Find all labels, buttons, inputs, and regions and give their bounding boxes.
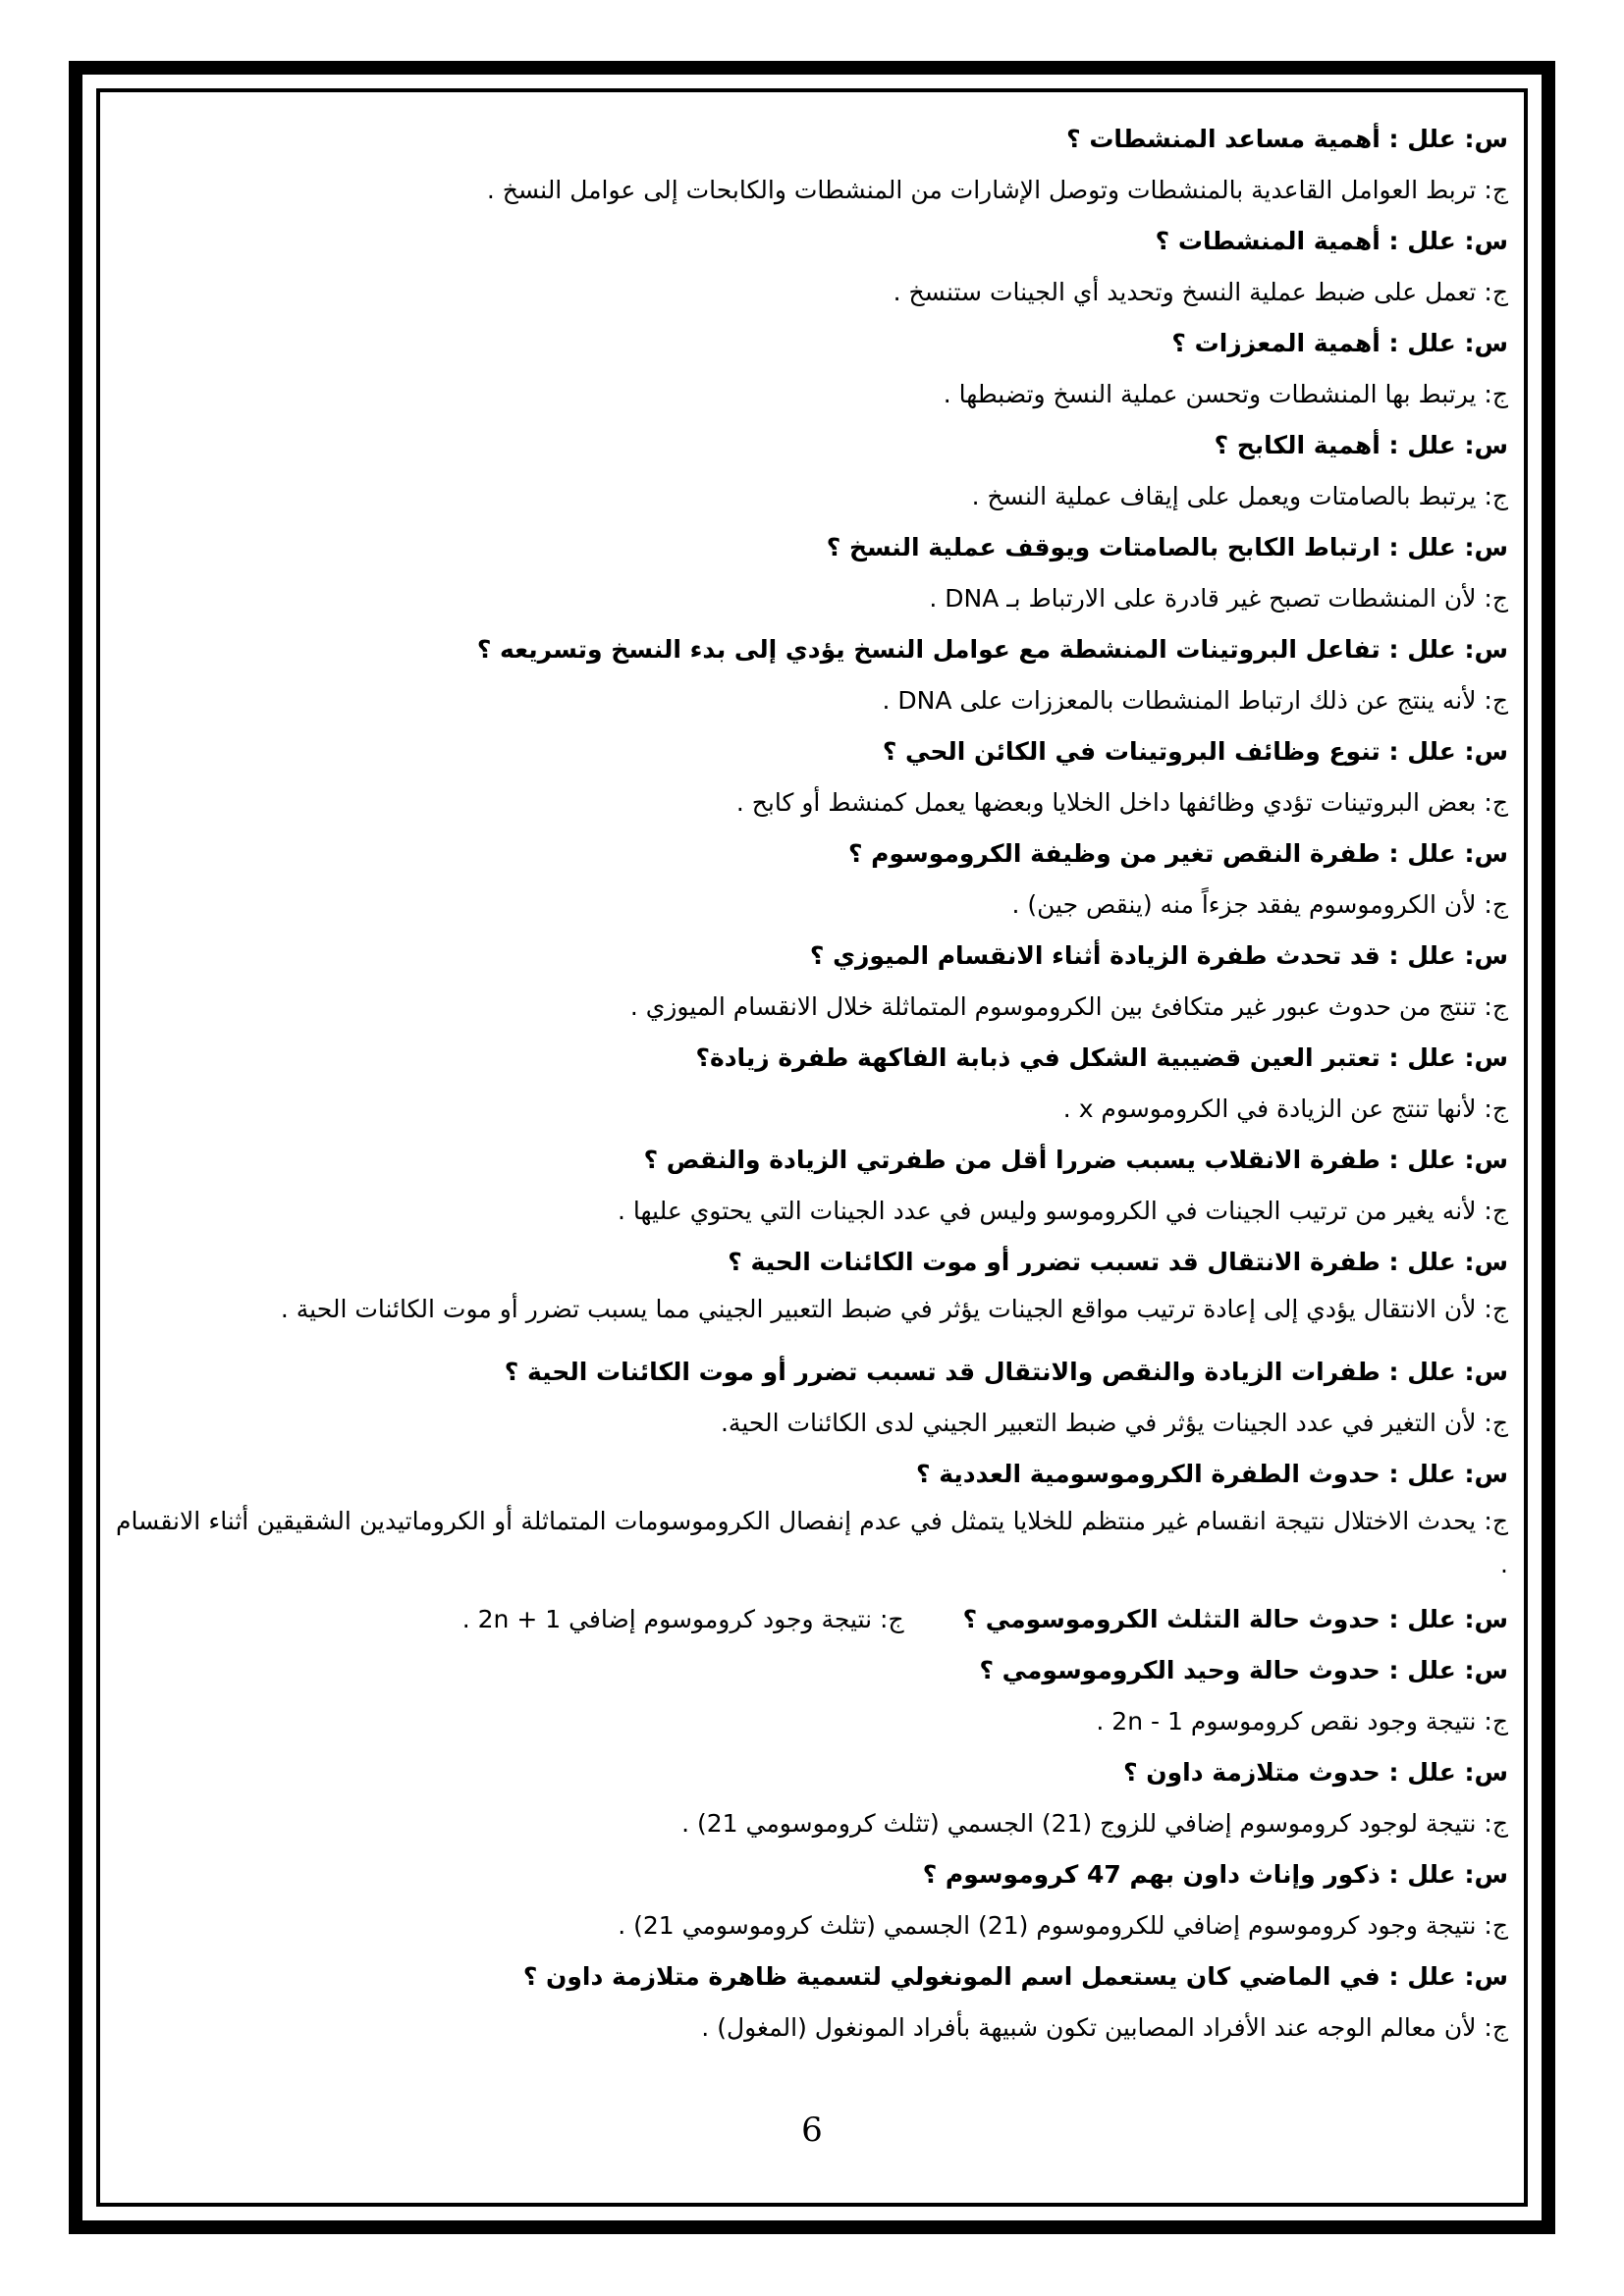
page-number: 6: [801, 2110, 823, 2150]
answer: ج: تعمل على ضبط عملية النسخ وتحديد أي الجينات ستنسخ .: [893, 278, 1508, 306]
answer: ج: نتيجة وجود كروموسوم إضافي 2n + 1 .: [461, 1605, 904, 1633]
qa-item: [116, 1135, 1508, 1237]
question: س: علل : تفاعل البروتينات المنشطة مع عوامل النسخ يؤدي إلى بدء النسخ وتسريعه ؟: [476, 635, 1508, 664]
question: س: علل : أهمية المنشطات ؟: [1155, 227, 1508, 255]
answer: ج: تنتج من حدوث عبور غير متكافئ بين الكروموسوم المتماثلة خلال الانقسام الميوزي .: [629, 992, 1508, 1021]
qa-item: [116, 522, 1508, 624]
question: س: علل : طفرة الانقلاب يسبب ضررا أقل من طفرتي الزيادة والنقص ؟: [643, 1146, 1508, 1174]
answer: ج: يرتبط بالصامتات ويعمل على إيقاف عملية النسخ .: [971, 482, 1508, 510]
qa-list: [116, 114, 1508, 2054]
qa-item: [116, 1849, 1508, 1951]
question-with-inline-answer: [116, 1594, 1508, 1645]
answer: ج: لأنها تنتج عن الزيادة في الكروموسوم x .: [1062, 1095, 1508, 1123]
qa-item: [116, 931, 1508, 1033]
answer: [116, 1288, 1508, 1347]
qa-item: [116, 1237, 1508, 1347]
question: س: علل : حدوث حالة التثلث الكروموسومي ؟: [962, 1605, 1508, 1633]
qa-item: [116, 624, 1508, 726]
answer-text: ج: لأن الانتقال يؤدي إلى إعادة ترتيب مواقع الجينات يؤثر في ضبط التعبير الجيني مما يسبب تضرر أو موت الكائنات الحية .: [280, 1295, 1508, 1323]
answer: ج: لأن التغير في عدد الجينات يؤثر في ضبط التعبير الجيني لدى الكائنات الحية.: [720, 1409, 1508, 1437]
answer: [116, 1500, 1508, 1594]
question: س: علل : ارتباط الكابح بالصامتات ويوقف عملية النسخ ؟: [826, 533, 1508, 561]
answer: ج: لأن المنشطات تصبح غير قادرة على الارتباط بـ DNA .: [929, 584, 1508, 613]
question: س: علل : أهمية المعززات ؟: [1171, 329, 1508, 357]
question: س: علل : تعتبر العين قضيبية الشكل في ذبابة الفاكهة طفرة زيادة؟: [695, 1043, 1508, 1072]
qa-item: [116, 1594, 1508, 1645]
question: س: علل : أهمية الكابح ؟: [1214, 431, 1508, 459]
question: س: علل : حدوث متلازمة داون ؟: [1123, 1758, 1508, 1787]
question: س: علل : قد تحدث طفرة الزيادة أثناء الانقسام الميوزي ؟: [809, 941, 1508, 970]
qa-item: [116, 1033, 1508, 1135]
question: س: علل : تنوع وظائف البروتينات في الكائن الحي ؟: [882, 737, 1508, 766]
answer: ج: لأنه ينتج عن ذلك ارتباط المنشطات بالمعززات على DNA .: [882, 686, 1508, 715]
question: س: علل : طفرة الانتقال قد تسبب تضرر أو موت الكائنات الحية ؟: [728, 1248, 1508, 1276]
qa-item: [116, 318, 1508, 420]
qa-item: [116, 1645, 1508, 1747]
qa-item: [116, 420, 1508, 522]
question: س: علل : في الماضي كان يستعمل اسم المونغولي لتسمية ظاهرة متلازمة داون ؟: [522, 1962, 1508, 1991]
answer: ج: نتيجة وجود نقص كروموسوم 1 - 2n .: [1096, 1707, 1508, 1735]
qa-item: [116, 726, 1508, 828]
question: س: علل : حدوث حالة وحيد الكروموسومي ؟: [979, 1656, 1508, 1684]
question: س: علل : طفرات الزيادة والنقص والانتقال قد تسبب تضرر أو موت الكائنات الحية ؟: [504, 1358, 1508, 1386]
qa-item: [116, 1449, 1508, 1594]
question: س: علل : حدوث الطفرة الكروموسومية العددية ؟: [916, 1460, 1508, 1488]
answer: ج: لأن معالم الوجه عند الأفراد المصابين تكون شبيهة بأفراد المونغول (المغول) .: [701, 2013, 1508, 2042]
answer: ج: يرتبط بها المنشطات وتحسن عملية النسخ وتضبطها .: [943, 380, 1508, 408]
qa-item: [116, 1951, 1508, 2054]
qa-item: [116, 216, 1508, 318]
question: س: علل : أهمية مساعد المنشطات ؟: [1066, 125, 1508, 153]
answer: ج: نتيجة لوجود كروموسوم إضافي للزوج (21) الجسمي (تثلث كروموسومي 21) .: [681, 1809, 1508, 1838]
answer: ج: نتيجة وجود كروموسوم إضافي للكروموسوم (21) الجسمي (تثلث كروموسومي 21) .: [618, 1911, 1508, 1940]
qa-item: [116, 114, 1508, 216]
qa-item: [116, 828, 1508, 931]
answer: ج: تربط العوامل القاعدية بالمنشطات وتوصل الإشارات من المنشطات والكابحات إلى عوامل النسخ .: [486, 176, 1508, 204]
answer: ج: بعض البروتينات تؤدي وظائفها داخل الخلايا وبعضها يعمل كمنشط أو كابح .: [735, 788, 1508, 817]
question: س: علل : طفرة النقص تغير من وظيفة الكروموسوم ؟: [847, 839, 1508, 868]
answer: ج: لأن الكروموسوم يفقد جزءاً منه (ينقص جين) .: [1011, 890, 1508, 919]
question: س: علل : ذكور وإناث داون بهم 47 كروموسوم ؟: [922, 1860, 1508, 1889]
answer-text: ج: يحدث الاختلال نتيجة انقسام غير منتظم للخلايا يتمثل في عدم إنفصال الكروموسومات المتماثلة أو الكروماتيدين الشقيقين أثناء الانقسام .: [116, 1507, 1508, 1578]
qa-item: [116, 1747, 1508, 1849]
answer: ج: لأنه يغير من ترتيب الجينات في الكروموسو وليس في عدد الجينات التي يحتوي عليها .: [618, 1197, 1508, 1225]
qa-item: [116, 1347, 1508, 1449]
